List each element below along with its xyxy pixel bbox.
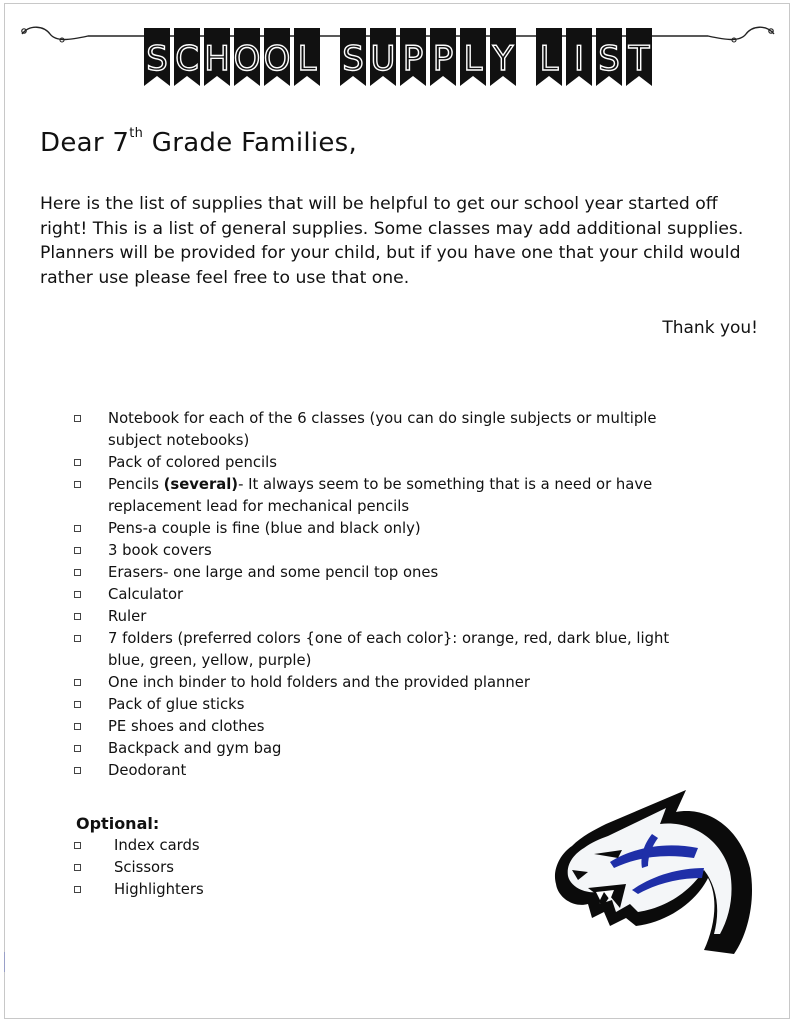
list-item bbox=[0, 857, 500, 879]
banner-letter: L bbox=[297, 39, 317, 79]
supply-item-text: Backpack and gym bag bbox=[108, 740, 282, 757]
checkbox-icon[interactable] bbox=[74, 481, 81, 488]
supply-item-text: Pens-a couple is fine (blue and black only) bbox=[108, 520, 421, 537]
list-item bbox=[0, 694, 796, 716]
banner-letter: Y bbox=[492, 39, 514, 79]
checkbox-icon[interactable] bbox=[74, 459, 81, 466]
school-supply-list-banner bbox=[0, 0, 796, 100]
list-item bbox=[0, 672, 796, 694]
list-item bbox=[0, 562, 796, 584]
list-item bbox=[0, 835, 500, 857]
checkbox-icon[interactable] bbox=[74, 613, 81, 620]
checkbox-icon[interactable] bbox=[74, 591, 81, 598]
list-item bbox=[0, 879, 500, 901]
checkbox-icon[interactable] bbox=[74, 635, 81, 642]
supply-item-text: Notebook for each of the 6 classes (you can do single subjects or multiple subject notebooks) bbox=[108, 410, 657, 449]
greeting-suffix: Grade Families, bbox=[143, 128, 358, 158]
checkbox-icon[interactable] bbox=[74, 886, 81, 893]
list-item bbox=[0, 540, 796, 562]
thank-you-text: Thank you! bbox=[662, 318, 758, 338]
supply-item-text: Ruler bbox=[108, 608, 147, 625]
optional-item-text: Scissors bbox=[114, 859, 174, 876]
greeting bbox=[40, 128, 357, 158]
optional-item-text: Highlighters bbox=[114, 881, 204, 898]
list-item bbox=[0, 716, 796, 738]
banner-letter: I bbox=[573, 39, 585, 79]
banner-letter: L bbox=[463, 39, 483, 79]
wildcat-mascot-icon bbox=[548, 784, 758, 960]
supply-item-text bbox=[108, 474, 688, 518]
checkbox-icon[interactable] bbox=[74, 547, 81, 554]
banner-letter: S bbox=[146, 39, 168, 79]
banner-letter: P bbox=[402, 39, 424, 79]
list-item bbox=[0, 606, 796, 628]
checkbox-icon[interactable] bbox=[74, 767, 81, 774]
page-edge-mark bbox=[4, 952, 5, 972]
supply-item-text: Deodorant bbox=[108, 762, 187, 779]
banner-letter: U bbox=[370, 39, 396, 79]
banner-letter: O bbox=[233, 39, 261, 79]
supply-item-text-start: Pencils bbox=[108, 476, 164, 493]
banner-letter: S bbox=[342, 39, 364, 79]
list-item bbox=[0, 474, 796, 518]
banner-letter: L bbox=[539, 39, 559, 79]
supply-item-text-bold: (several) bbox=[163, 476, 239, 493]
supply-item-text: Calculator bbox=[108, 586, 184, 603]
list-item bbox=[0, 584, 796, 606]
supply-item-text: Pack of colored pencils bbox=[108, 454, 277, 471]
supply-list bbox=[0, 408, 796, 782]
list-item bbox=[0, 760, 796, 782]
checkbox-icon[interactable] bbox=[74, 701, 81, 708]
banner-letter: C bbox=[175, 39, 199, 79]
intro-paragraph: Here is the list of supplies that will be helpful to get our school year started off right! This is a list of general supplies. Some classes may add additional supplies. Planners will be provided for your child, but if you have one that your child would rather use please feel free to use that one. bbox=[40, 194, 744, 288]
banner-letter: T bbox=[628, 39, 650, 79]
greeting-sup: th bbox=[129, 126, 144, 141]
banner-letter: O bbox=[263, 39, 291, 79]
list-item bbox=[0, 738, 796, 760]
checkbox-icon[interactable] bbox=[74, 745, 81, 752]
checkbox-icon[interactable] bbox=[74, 679, 81, 686]
supply-item-text: One inch binder to hold folders and the provided planner bbox=[108, 674, 530, 691]
checkbox-icon[interactable] bbox=[74, 569, 81, 576]
optional-heading: Optional: bbox=[76, 814, 160, 833]
banner-letter: S bbox=[598, 39, 620, 79]
list-item bbox=[0, 628, 796, 672]
optional-list bbox=[0, 835, 500, 901]
list-item bbox=[0, 518, 796, 540]
checkbox-icon[interactable] bbox=[74, 415, 81, 422]
banner-letter: P bbox=[432, 39, 454, 79]
checkbox-icon[interactable] bbox=[74, 864, 81, 871]
list-item bbox=[0, 452, 796, 474]
supply-item-text: PE shoes and clothes bbox=[108, 718, 265, 735]
checkbox-icon[interactable] bbox=[74, 723, 81, 730]
list-item bbox=[0, 408, 796, 452]
supply-item-text: 7 folders (preferred colors {one of each color}: orange, red, dark blue, light blue, green, yellow, purple) bbox=[108, 630, 670, 669]
checkbox-icon[interactable] bbox=[74, 525, 81, 532]
banner-letter: H bbox=[204, 39, 230, 79]
supply-item-text: Pack of glue sticks bbox=[108, 696, 245, 713]
supply-item-text-end: - It always seem to be something that is a need or have replacement lead for mechanical pencils bbox=[108, 476, 653, 515]
checkbox-icon[interactable] bbox=[74, 842, 81, 849]
optional-item-text: Index cards bbox=[114, 837, 200, 854]
greeting-prefix: Dear 7 bbox=[40, 128, 130, 158]
supply-item-text: Erasers- one large and some pencil top ones bbox=[108, 564, 439, 581]
supply-item-text: 3 book covers bbox=[108, 542, 212, 559]
